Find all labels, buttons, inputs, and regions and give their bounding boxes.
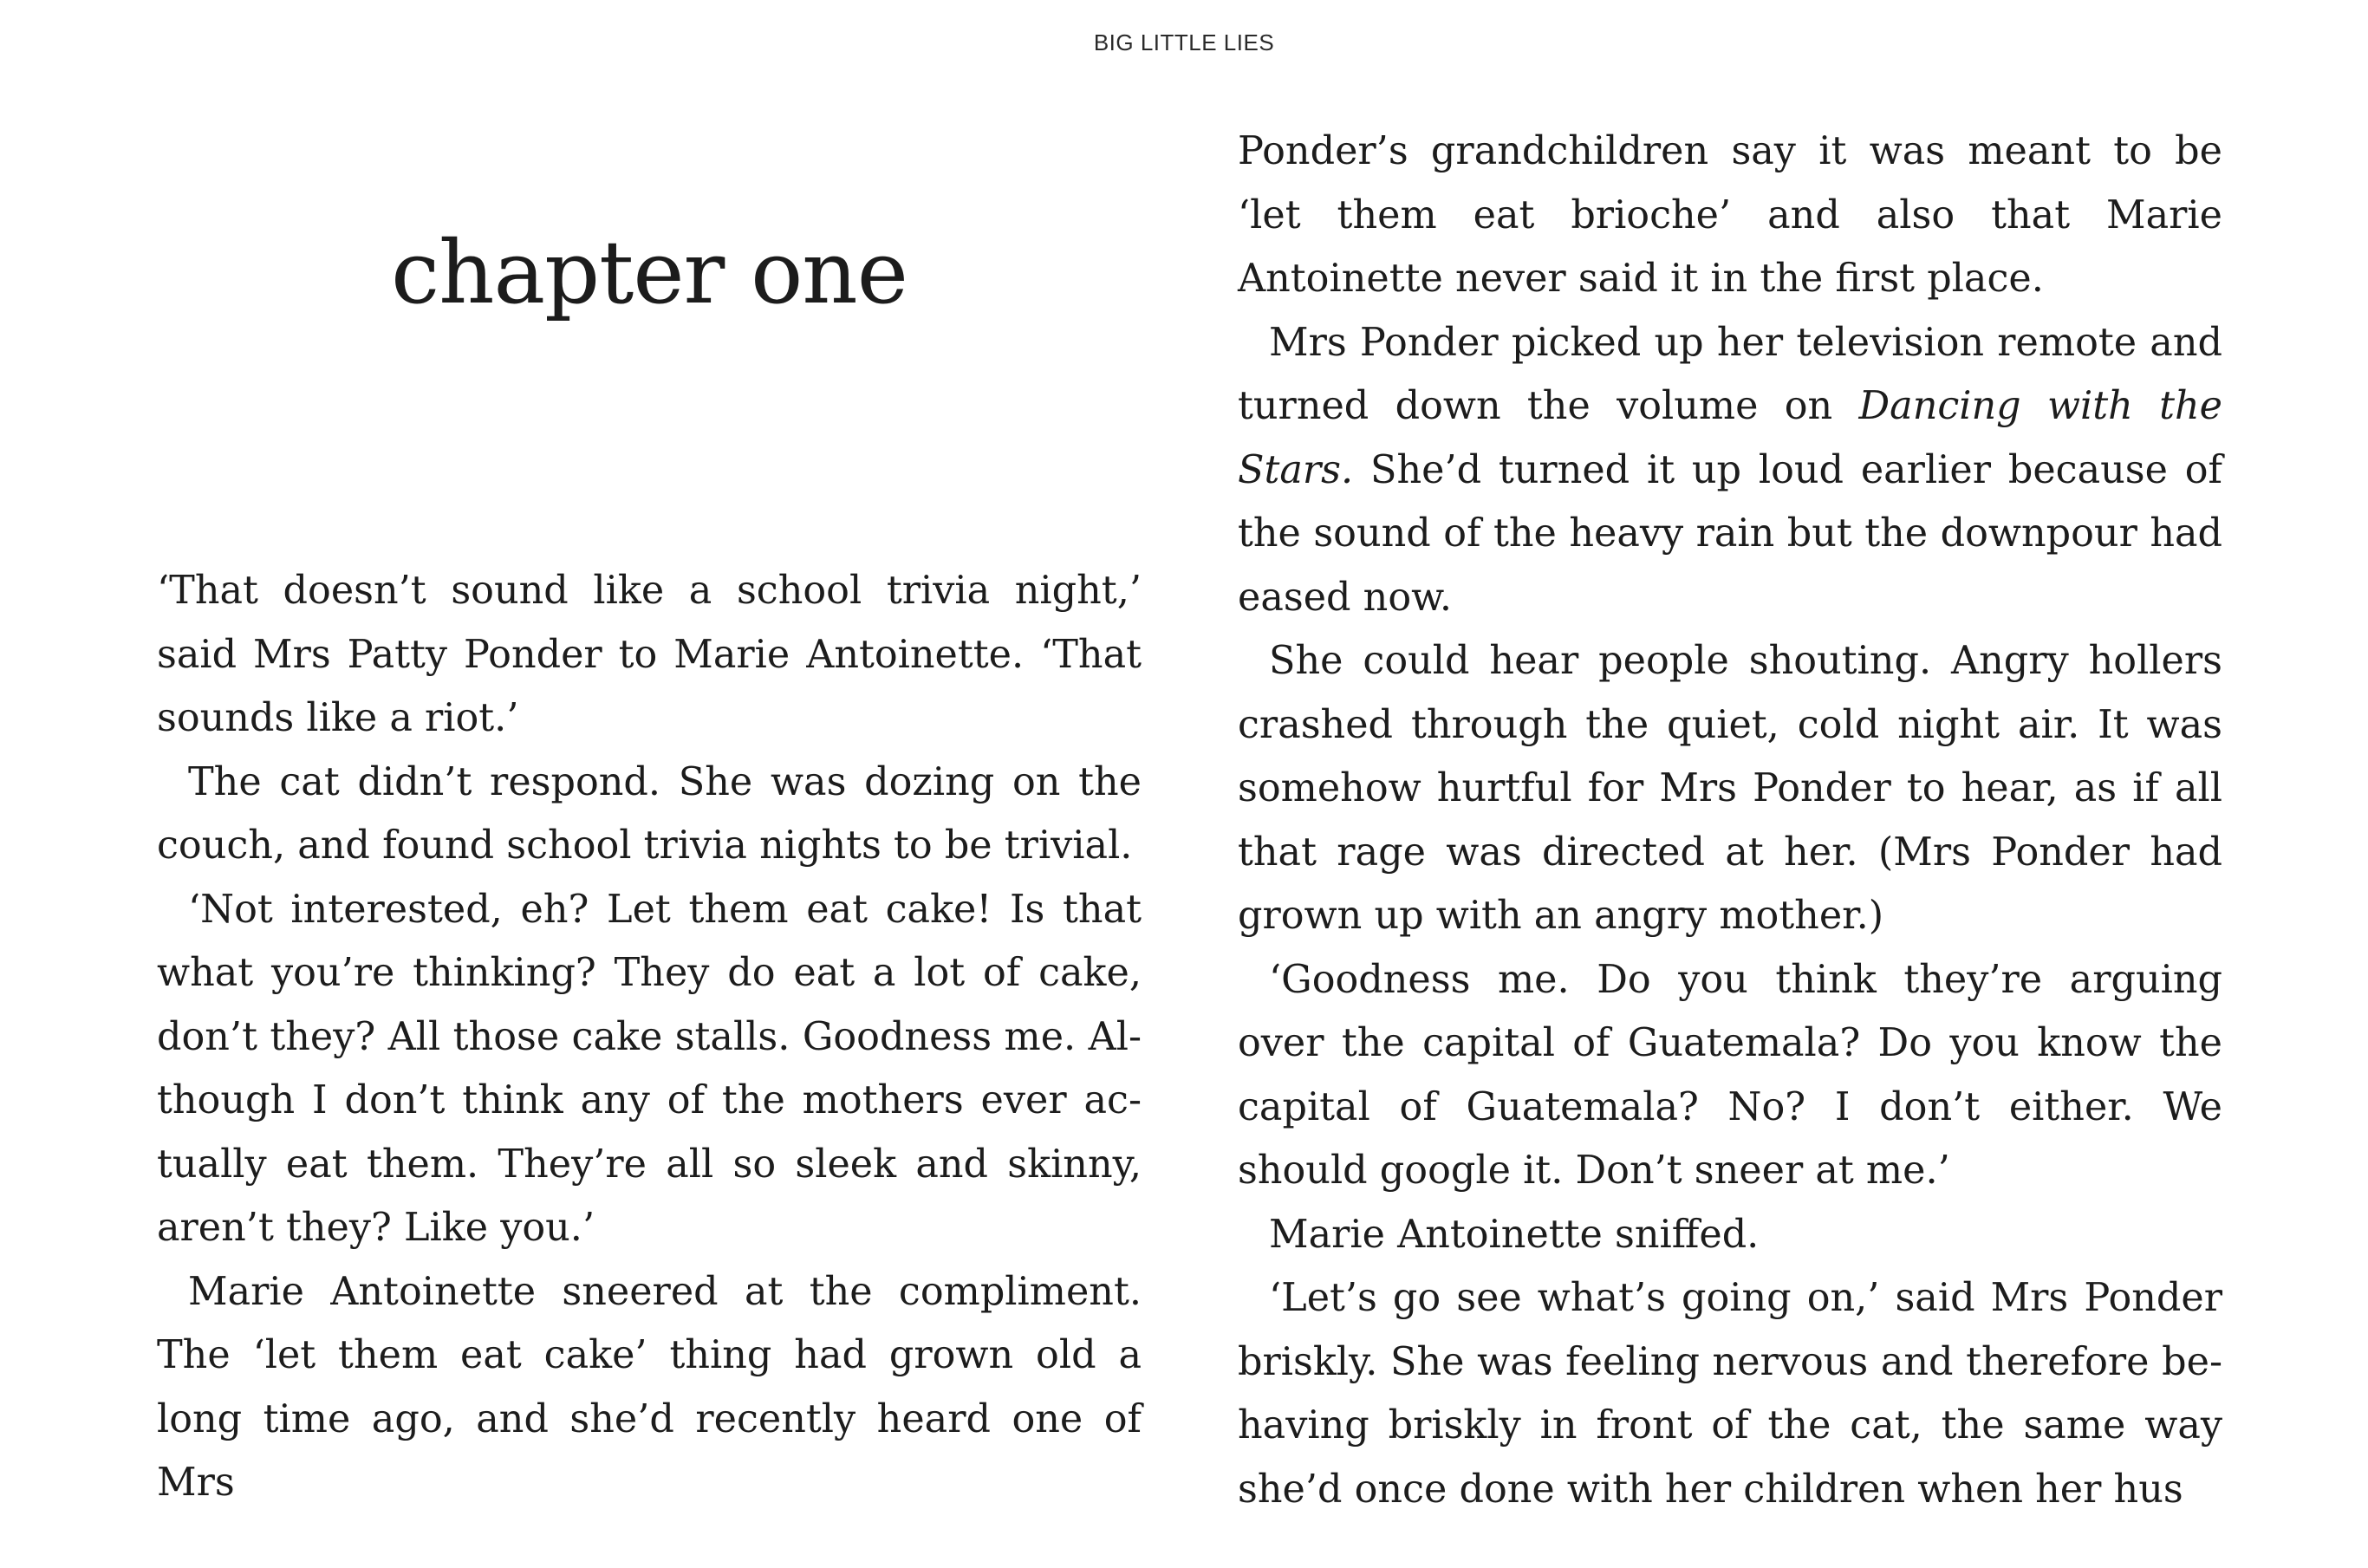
left-page-text — [157, 559, 1142, 1515]
right-page — [1238, 120, 2222, 1521]
tv-show-title: Dancing with the Stars. — [1238, 384, 2223, 492]
book-title-header: BIG LITTLE LIES — [1093, 29, 1275, 55]
paragraph: ‘That doesn’t sound like a school trivia night,’ said Mrs Patty Ponder to Marie Antoinette. ‘That sounds like a riot.’ — [157, 569, 1142, 740]
paragraph: ‘Not interested, eh? Let them eat cake! Is that what you’re thinking? They do eat a lot of cake, don’t they? All those cake stalls. Goodness me. Although I don’t think any of the mothers ever actually eat them. They’re all so sleek and skinny, aren’t they? Like you.’ — [157, 887, 1142, 1250]
paragraph: Ponder’s grandchildren say it was meant to be ‘let them eat brioche’ and also that Marie Antoinette never said it in the first place. — [1238, 129, 2222, 301]
paragraph: ‘Let’s go see what’s going on,’ said Mrs Ponder briskly. She was feeling nervous and therefore behaving briskly in front of the cat, the same way she’d once done with her children when her hus — [1238, 1276, 2222, 1512]
paragraph: ‘Goodness me. Do you think they’re arguing over the capital of Guatemala? Do you know the capital of Guatemala? No? I don’t either. We should google it. Don’t sneer at me.’ — [1238, 957, 2222, 1193]
paragraph: Marie Antoinette sneered at the compliment. The ‘let them eat cake’ thing had grown old a long time ago, and she’d recently heard one of Mrs — [157, 1269, 1142, 1505]
paragraph — [1238, 311, 2222, 630]
paragraph: The cat didn’t respond. She was dozing on the couch, and found school trivia nights to be trivial. — [157, 759, 1142, 868]
paragraph: She could hear people shouting. Angry hollers crashed through the quiet, cold night air. It was somehow hurtful for Mrs Ponder to hear, as if all that rage was directed at her. (Mrs Ponder had grown up with an angry mother.) — [1238, 639, 2222, 938]
paragraph-text: Mrs Ponder picked up her television remote and turned down the volume on — [1238, 320, 2222, 428]
chapter-heading: chapter one — [391, 222, 908, 323]
paragraph: Marie Antoinette sniffed. — [1269, 1212, 1760, 1257]
paragraph-text: She’d turned it up loud earlier because of the sound of the heavy rain but the downpour had eased now. — [1238, 447, 2222, 620]
